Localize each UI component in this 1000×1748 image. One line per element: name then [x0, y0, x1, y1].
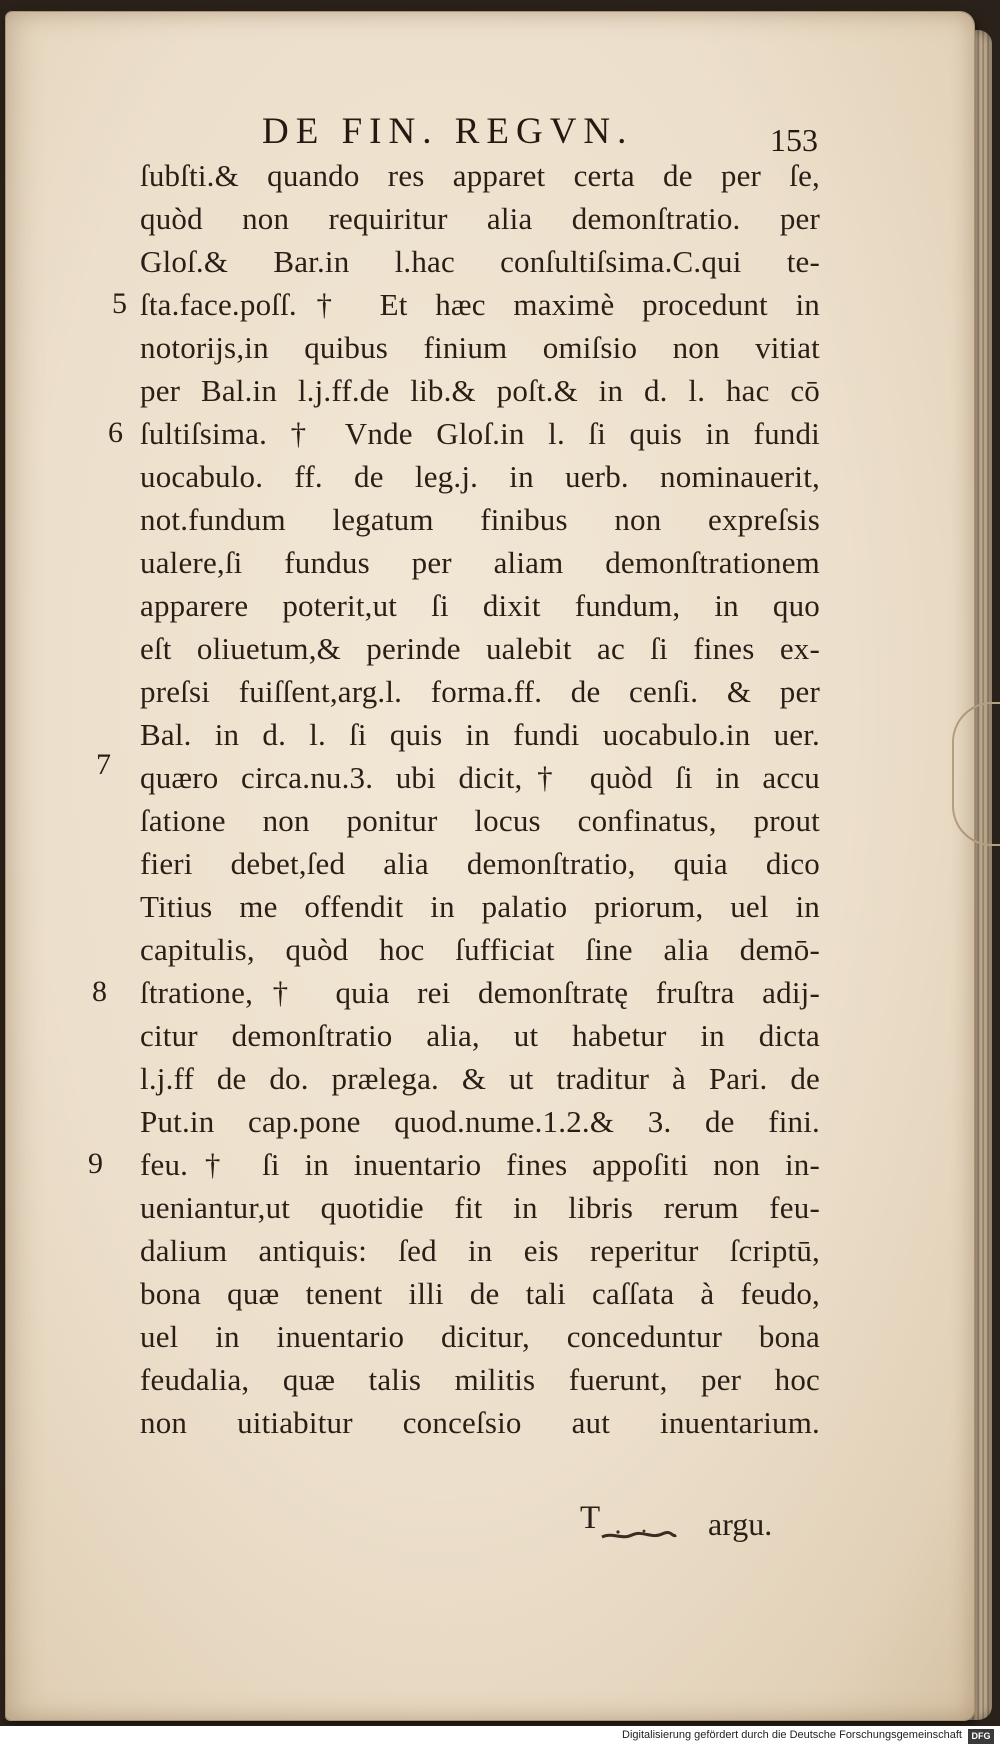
text-line: eſt oliuetum,& perinde ualebit ac ſi fines ex-: [140, 631, 820, 666]
text-line: uel in inuentario dicitur, conceduntur bona: [140, 1319, 820, 1354]
text-line: apparere poterit,ut ſi dixit fundum, in quo: [140, 588, 820, 623]
footer-credit: Digitalisierung gefördert durch die Deutsche Forschungsgemeinschaft: [622, 1729, 962, 1741]
margin-number: 5: [112, 287, 127, 320]
text-line: l.j.ff de do. prælega. & ut traditur à Pari. de: [140, 1061, 820, 1096]
clasp-loop: [952, 702, 1000, 846]
text-line: ſultiſsima. † Vnde Gloſ.in l. ſi quis in fundi: [140, 416, 820, 451]
text-line: Titius me offendit in palatio priorum, uel in: [140, 889, 820, 924]
text-line: ſtratione,† quia rei demonſtratę fruſtra adij-: [140, 975, 820, 1010]
footer-bar: [0, 1726, 1000, 1748]
catchword: argu.: [708, 1506, 773, 1542]
text-line: non uitiabitur conceſsio aut inuentarium.: [140, 1405, 820, 1440]
text-line: feudalia, quæ talis militis fuerunt, per hoc: [140, 1362, 820, 1397]
text-line: not.fundum legatum finibus non expreſsis: [140, 502, 820, 537]
text-line: quòd non requiritur alia demonſtratio. per: [140, 201, 820, 236]
text-line: capitulis, quòd hoc ſufficiat ſine alia demō-: [140, 932, 820, 967]
text-line: quæro circa.nu.3. ubi dicit,† quòd ſi in accu: [140, 760, 820, 795]
text-line: ſubſti.& quando res apparet certa de per ſe,: [140, 158, 820, 193]
margin-number: 6: [108, 416, 123, 449]
margin-number: 8: [92, 975, 107, 1008]
dfg-logo: DFG: [968, 1729, 994, 1744]
text-line: Bal. in d. l. ſi quis in fundi uocabulo.in uer.: [140, 717, 820, 752]
text-line: bona quæ tenent illi de tali caſſata à feudo,: [140, 1276, 820, 1311]
margin-number: 9: [88, 1147, 103, 1180]
text-line: fieri debet,ſed alia demonſtratio, quia dico: [140, 846, 820, 881]
text-line: ſatione non ponitur locus confinatus, prout: [140, 803, 820, 838]
running-header: DE FIN. REGVN.: [262, 111, 634, 152]
page-number: 153: [770, 122, 818, 158]
catchword-letter: T: [580, 1500, 601, 1536]
text-line: uocabulo. ff. de leg.j. in uerb. nominauerit,: [140, 459, 820, 494]
text-line: Put.in cap.pone quod.nume.1.2.& 3. de fini.: [140, 1104, 820, 1139]
text-line: feu.† ſi in inuentario fines appoſiti non in-: [140, 1147, 820, 1182]
text-line: dalium antiquis: ſed in eis reperitur ſcriptū,: [140, 1233, 820, 1268]
text-line: notorijs,in quibus finium omiſsio non vitiat: [140, 330, 820, 365]
text-line: ualere,ſi fundus per aliam demonſtrationem: [140, 545, 820, 580]
ink-smudge: [600, 1528, 678, 1542]
text-line: ſta.face.poſſ.† Et hæc maximè procedunt in: [140, 287, 820, 322]
margin-number: 7: [96, 748, 111, 781]
text-line: per Bal.in l.j.ff.de lib.& poſt.& in d. l. hac cō: [140, 373, 820, 408]
text-line: citur demonſtratio alia, ut habetur in dicta: [140, 1018, 820, 1053]
text-line: Gloſ.& Bar.in l.hac conſultiſsima.C.qui te-: [140, 244, 820, 279]
text-line: ueniantur,ut quotidie fit in libris rerum feu-: [140, 1190, 820, 1225]
text-line: preſsi fuiſſent,arg.l. forma.ff. de cenſi. & per: [140, 674, 820, 709]
